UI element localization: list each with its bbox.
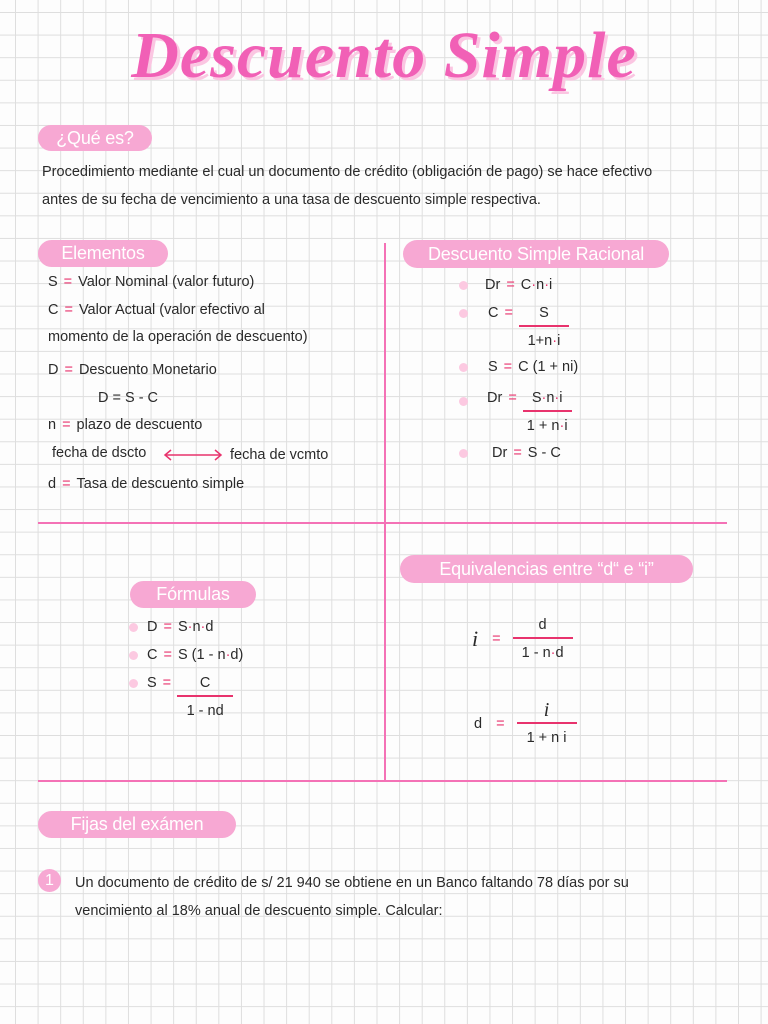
racional-formula <box>485 276 552 294</box>
fraction-denominator: 1 + n i <box>526 729 567 746</box>
bullet-dot <box>129 623 138 632</box>
equivalence-formula <box>474 701 577 747</box>
fraction <box>513 616 573 662</box>
element-symbol: d <box>48 476 57 492</box>
formula-lhs: S <box>488 359 498 375</box>
multiplication-dot: · <box>200 619 206 635</box>
racional-formula <box>488 304 569 350</box>
formula-lhs: D <box>147 619 158 635</box>
equals-sign: = <box>492 630 501 647</box>
formula-lhs: Dr <box>487 390 503 406</box>
vertical-divider <box>384 243 386 782</box>
fraction-numerator: S·n·i <box>531 390 563 406</box>
equivalencias-heading: Equivalencias entre “d“ e “i” <box>400 555 693 583</box>
page-title: Descuento Simple <box>131 19 637 92</box>
element-item <box>48 475 244 493</box>
formula-item <box>147 618 213 636</box>
equivalence-formula <box>472 616 573 662</box>
multiplication-dot: · <box>531 277 537 293</box>
timeline-start-label: fecha de dscto <box>52 445 147 461</box>
equals-sign: = <box>64 362 73 378</box>
formula-lhs: S <box>147 675 157 691</box>
equals-sign: = <box>163 647 172 663</box>
bullet-dot <box>129 679 138 688</box>
equals-sign: = <box>504 305 513 321</box>
equals-sign: = <box>496 715 505 732</box>
horizontal-divider <box>38 780 727 782</box>
element-item <box>48 273 254 291</box>
horizontal-divider <box>38 522 727 524</box>
fraction-numerator: d <box>538 617 547 633</box>
fraction-numerator: i <box>543 699 550 721</box>
multiplication-dot: · <box>554 390 560 406</box>
element-item <box>48 301 265 319</box>
formula-lhs: C <box>488 305 499 321</box>
element-symbol: C <box>48 302 59 318</box>
formula-rhs: S - C <box>527 445 561 461</box>
element-description: plazo de descuento <box>76 417 203 433</box>
element-symbol: n <box>48 417 57 433</box>
formula-rhs: S·n·d <box>177 619 214 635</box>
bullet-dot <box>459 309 468 318</box>
fraction-denominator: 1 + n·i <box>526 417 568 434</box>
element-item <box>48 361 217 379</box>
equals-sign: = <box>506 277 515 293</box>
racional-formula <box>487 389 572 435</box>
formula-lhs: d <box>474 715 483 732</box>
fraction-numerator: C <box>199 675 211 691</box>
multiplication-dot: · <box>550 644 556 661</box>
multiplication-dot: · <box>225 647 231 663</box>
formula-rhs: S (1 - n·d) <box>177 647 244 663</box>
element-description-continued: momento de la operación de descuento) <box>48 329 308 345</box>
double-arrow-icon <box>162 448 224 462</box>
equals-sign: = <box>513 445 522 461</box>
bullet-dot <box>459 449 468 458</box>
fraction <box>177 674 233 720</box>
equals-sign: = <box>63 274 73 290</box>
element-description: Descuento Monetario <box>78 362 217 378</box>
que-es-heading: ¿Qué es? <box>38 125 152 151</box>
element-description: Tasa de descuento simple <box>76 476 245 492</box>
equals-sign: = <box>162 675 172 691</box>
element-item <box>48 416 202 434</box>
timeline-end-label: fecha de vcmto <box>230 447 329 463</box>
fraction-numerator: S <box>539 305 549 321</box>
bullet-dot <box>459 363 468 372</box>
element-description: Valor Actual (valor efectivo al <box>78 302 265 318</box>
multiplication-dot: · <box>544 277 550 293</box>
bullet-dot <box>459 397 468 406</box>
multiplication-dot: · <box>187 619 193 635</box>
equals-sign: = <box>508 390 517 406</box>
formula-rhs: C·n·i <box>520 277 553 293</box>
equals-sign: = <box>62 476 71 492</box>
equals-sign: = <box>64 302 73 318</box>
equals-sign: = <box>163 619 172 635</box>
element-symbol: D <box>48 362 59 378</box>
element-description: Valor Nominal (valor futuro) <box>78 274 255 290</box>
multiplication-dot: · <box>541 390 547 406</box>
formula-lhs: Dr <box>492 445 508 461</box>
formula-lhs: Dr <box>485 277 501 293</box>
formula-item <box>147 646 243 664</box>
formula-rhs: C (1 + ni) <box>518 359 579 375</box>
fraction <box>519 304 569 350</box>
formulas-heading: Fórmulas <box>130 581 256 608</box>
fraction <box>517 701 577 747</box>
fraction <box>523 389 572 435</box>
equals-sign: = <box>62 417 71 433</box>
problem-text-line: Un documento de crédito de s/ 21 940 se obtiene en un Banco faltando 78 días por su <box>75 875 629 891</box>
multiplication-dot: · <box>552 332 558 349</box>
bullet-dot <box>459 281 468 290</box>
discount-formula: D = S - C <box>98 390 159 406</box>
formula-lhs: C <box>147 647 158 663</box>
fraction-denominator: 1+n·i <box>527 332 561 349</box>
definition-line: Procedimiento mediante el cual un documento de crédito (obligación de pago) se hace efectivo <box>42 164 653 180</box>
multiplication-dot: · <box>559 417 565 434</box>
fraction-denominator: 1 - nd <box>186 702 224 719</box>
formula-lhs: i <box>472 625 479 651</box>
problem-number-badge: 1 <box>38 869 61 892</box>
equals-sign: = <box>503 359 513 375</box>
bullet-dot <box>129 651 138 660</box>
racional-heading: Descuento Simple Racional <box>403 240 669 268</box>
racional-formula <box>488 358 578 376</box>
element-symbol: S <box>48 274 58 290</box>
fraction-denominator: 1 - n·d <box>521 644 564 661</box>
definition-line: antes de su fecha de vencimiento a una tasa de descuento simple respectiva. <box>42 192 541 208</box>
problem-text-line: vencimiento al 18% anual de descuento simple. Calcular: <box>75 903 443 919</box>
elementos-heading: Elementos <box>38 240 168 267</box>
fijas-heading: Fijas del exámen <box>38 811 236 838</box>
formula-item <box>147 674 233 720</box>
racional-formula <box>492 444 561 462</box>
